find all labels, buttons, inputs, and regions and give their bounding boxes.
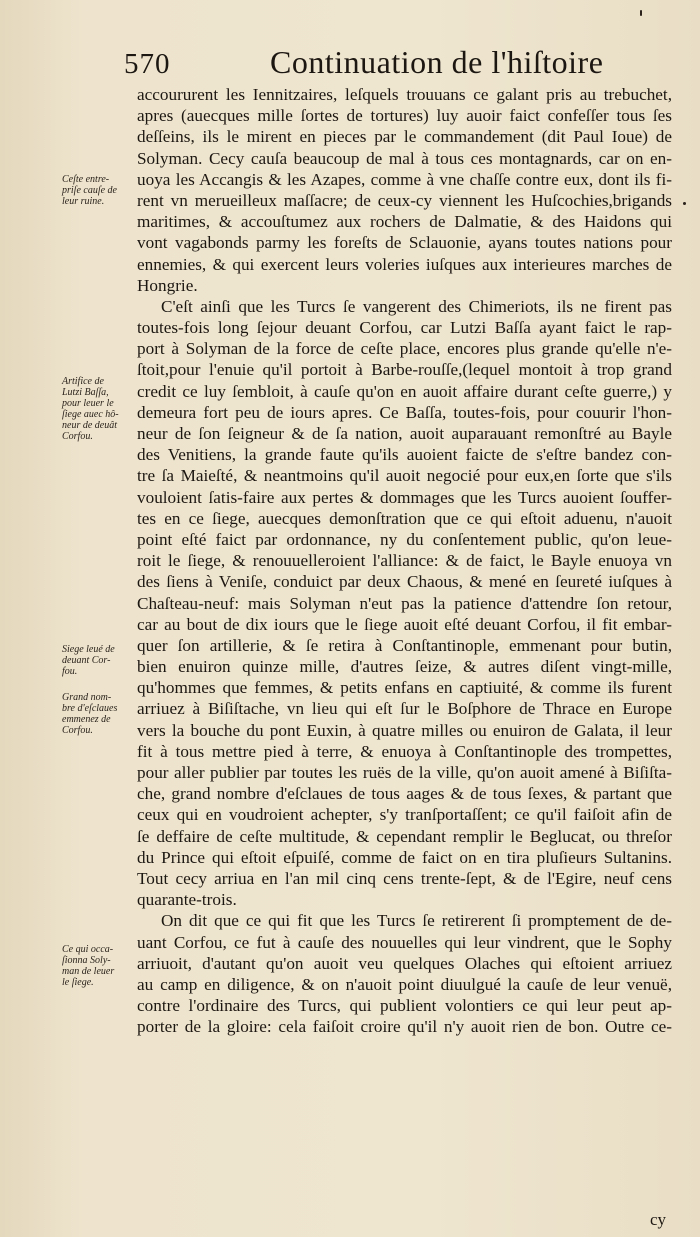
margin-note <box>62 644 134 677</box>
margin-note-line: Corfou. <box>62 725 93 736</box>
text-line: bien enuiron quinze mille, d'autres ſeize, & autres diſent vingt-mille, <box>137 657 672 677</box>
text-line: port à Solyman de la force de ceſte place, encores plus grande qu'elle n'e- <box>137 339 672 359</box>
body-text <box>137 84 672 1037</box>
margin-note-line: priſe cauſe de <box>62 185 117 196</box>
text-line: des Venitiens, la grande faute qu'ils auoient faicte de s'eſtre bandez con- <box>137 445 672 465</box>
text-line: Tout cecy arriua en l'an mil cinq cens trente-ſept, & de l'Egire, neuf cens <box>137 868 672 888</box>
text-line: neur de ſon ſeigneur & de ſa nation, auoit auparauant remonſtré au Bayle <box>137 424 672 443</box>
margin-note <box>62 174 134 207</box>
text-line: tes en ce ſiege, auecques demonſtration que ce qui eſtoit aduenu, n'auoit <box>137 508 672 528</box>
text-line: vont vagabonds parmy les foreſts de Sclauonie, ayans toutes nations pour <box>137 233 672 253</box>
text-line: demeura fort peu de iours apres. Ce Baſſa, toutes-fois, pour couurir l'hon- <box>137 402 672 422</box>
text-line: che, grand nombre d'eſclaues de tous aages & de tous ſexes, & partant que <box>137 784 672 804</box>
text-line: rent vn merueilleux maſſacre; de ceux-cy viennent les Huſcochies,brigands <box>137 190 672 210</box>
text-line: uoya les Accangis & les Azapes, comme à vne chaſſe contre eux, dont ils fi- <box>137 169 672 189</box>
text-line: vouloient ſatis-faire aux pertes & dommages que les Turcs auoient ſouffer- <box>137 487 672 507</box>
text-line: des ſiens à Veniſe, conduict par deux Chaous, & mené en ſeureté iuſques à <box>137 572 672 592</box>
margin-note-line: pour leuer le <box>62 398 114 409</box>
text-line: point eſté faict par ordonnance, ny du conſentement public, qu'on leue- <box>137 529 672 549</box>
margin-note-line: Artifice de <box>62 376 104 387</box>
margin-note-line: man de leuer <box>62 966 115 977</box>
text-line: ſe deffaire de ceſte multitude, & cependant remplir le Beglucat, ou threſor <box>137 826 672 846</box>
text-line: apres (auecques mille ſortes de tortures) luy auoir faict confeſſer tous ſes <box>137 106 672 126</box>
text-line: accoururent les Iennitzaires, leſquels trouuans ce galant pris au trebuchet, <box>137 85 672 104</box>
text-line: Chaſteau-neuf: mais Solyman n'eut pas la patience d'attendre ſon retour, <box>137 593 672 613</box>
margin-note-line: bre d'eſclaues <box>62 703 118 714</box>
margin-note <box>62 376 134 442</box>
text-line: tre ſa Maieſté, & neantmoins qu'il auoit negocié pour eux,en ſorte que s'ils <box>137 466 672 486</box>
text-line: qu'hommes que femmes, & petits enfans en captiuité, & comme ils furent <box>137 678 672 698</box>
margin-note-line: neur de deuât <box>62 420 117 431</box>
text-line: contre l'ordinaire des Turcs, qui publient volontiers ce qui leur peut ap- <box>137 996 672 1016</box>
margin-note-line: Ceſte entre- <box>62 174 110 185</box>
margin-note-line: deuant Cor- <box>62 655 111 666</box>
text-line: maritimes, & accouſtumez aux rochers de Dalmatie, & des Haidons qui <box>137 212 672 232</box>
margin-note-line: ſiege auec hô- <box>62 409 119 420</box>
text-line: vers la bouche du pont Euxin, à quatre milles ou enuiron de Galata, il leur <box>137 720 672 740</box>
margin-note-line: leur ruine. <box>62 196 105 207</box>
text-line: Solyman. Cecy cauſa beaucoup de mal à tous ces montagnards, car on en- <box>137 148 672 168</box>
text-line: On dit que ce qui fit que les Turcs ſe retirerent ſi promptement de de- <box>161 911 672 931</box>
margin-note-line: Corfou. <box>62 431 93 442</box>
text-line: du Prince qui eſtoit eſpuiſé, comme de faict on en tira pluſieurs Sultanins. <box>137 847 672 867</box>
margin-note <box>62 692 134 736</box>
ink-speck <box>640 10 642 16</box>
page-number: 570 <box>124 48 171 80</box>
margin-note-line: Ce qui occa- <box>62 944 114 955</box>
margin-note-line: fou. <box>62 666 78 677</box>
text-line: ennemies, & qui exercent leurs voleries iuſques aux interieures marches de <box>137 254 672 274</box>
text-line: credit ce luy ſembloit, à cauſe qu'on en auoit affaire durant ceſte guerre,) y <box>137 381 672 401</box>
text-line: ſtoit,pour l'enuie qu'il portoit à Barbe-rouſſe,(lequel montoit à trop grand <box>137 360 672 380</box>
text-line: porter de la gloire: cela faiſoit croire qu'il n'y auoit rien de bon. Outre ce- <box>137 1017 672 1037</box>
text-line: car au bout de dix iours que le ſiege auoit eſté deuant Corfou, il fit embar- <box>137 614 672 634</box>
text-line: roit le ſiege, & renouuelleroient l'alliance: & de faict, le Bayle enuoya vn <box>137 551 672 571</box>
text-line: uant Corfou, ce fut à cauſe des nouuelles qui leur vindrent, que le Sophy <box>137 932 672 952</box>
margin-note <box>62 944 134 988</box>
text-line: pour aller publier par toutes les ruës de la ville, qu'on auoit amené à Biſiſta- <box>137 763 672 782</box>
margin-note-line: Siege leué de <box>62 644 115 655</box>
text-line: toutes-fois long ſejour deuant Corfou, car Lutzi Baſſa ayant faict le rap- <box>137 318 672 338</box>
margin-note-line: Grand nom- <box>62 692 112 703</box>
text-line: ceux qui en voudroient achepter, s'y tranſportaſſent; ce qu'il faiſoit afin de <box>137 805 672 825</box>
catchword: cy <box>650 1210 667 1229</box>
text-line: quarante-trois. <box>137 890 237 910</box>
text-line: arriuoit, d'autant qu'on auoit veu quelques Olaches qui eſtoient arriuez <box>137 953 672 973</box>
margin-note-line: ſionna Soly- <box>62 955 111 966</box>
text-line: deſſeins, ils le mirent en pieces par le commandement (dit Paul Ioue) de <box>137 127 672 147</box>
margin-note-line: emmenez de <box>62 714 111 725</box>
ink-speck <box>683 202 686 205</box>
text-line: arriuez à Biſiſtache, vn lieu qui eſt ſur le Boſphore de Thrace en Europe <box>137 699 672 719</box>
text-line: Hongrie. <box>137 275 198 295</box>
margin-note-line: Lutzi Baſſa, <box>62 387 109 398</box>
margin-note-line: le ſiege. <box>62 977 94 988</box>
text-line: quer ſon artillerie, & ſe retira à Conſtantinople, emmenant pour butin, <box>137 635 672 655</box>
text-line: au camp en diligence, & on n'auoit point diuulgué la cauſe de leur venuë, <box>137 974 672 994</box>
running-title: Continuation de l'hiſtoire <box>270 44 604 80</box>
text-line: C'eſt ainſi que les Turcs ſe vangerent des Chimeriots, ils ne firent pas <box>161 296 672 316</box>
text-line: fit à tous mettre pied à terre, & enuoya à Conſtantinople des trompettes, <box>137 741 672 761</box>
